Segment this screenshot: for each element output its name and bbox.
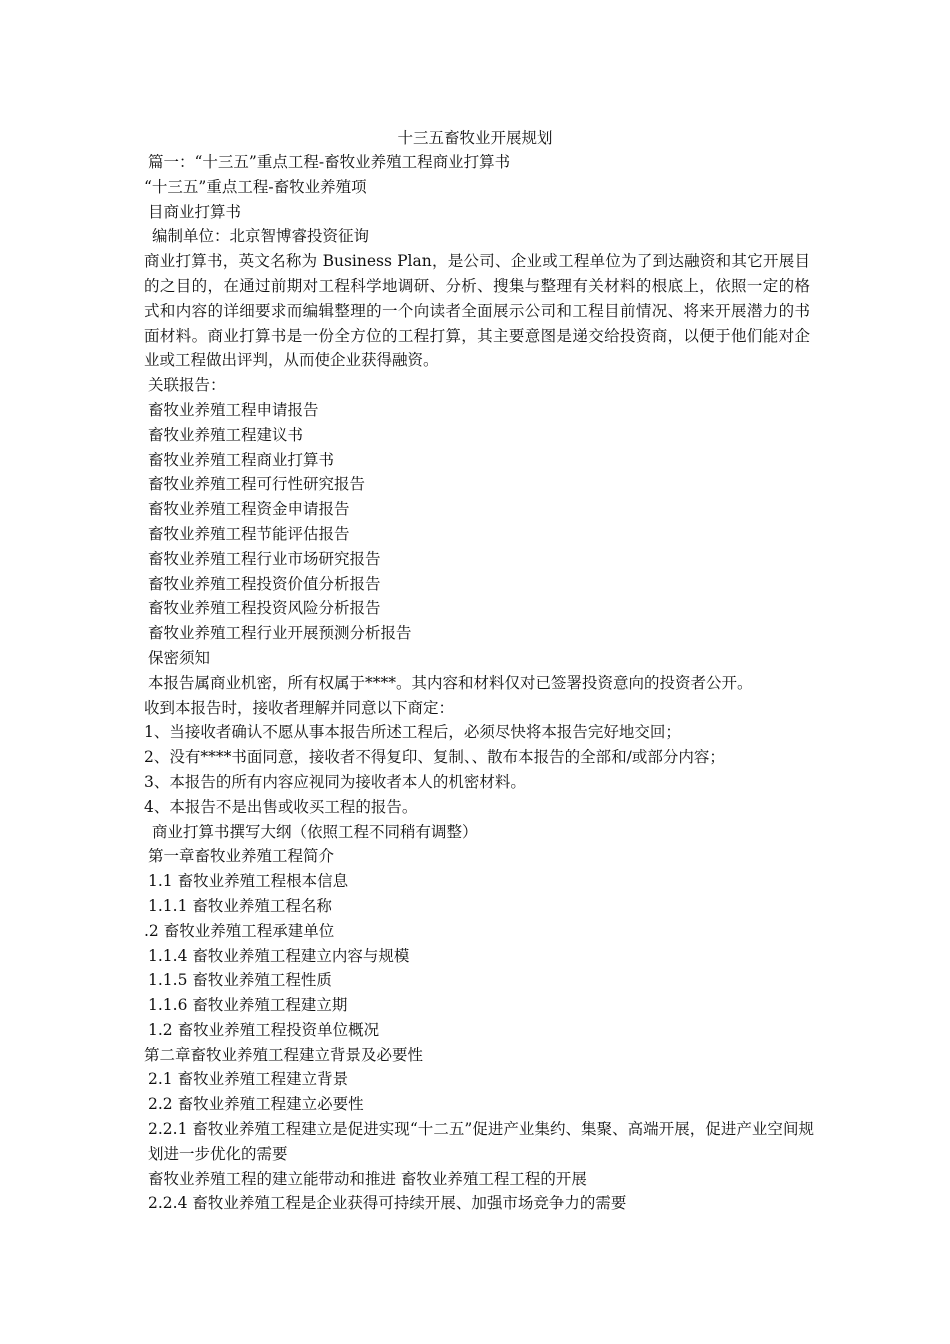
body-line: 编制单位：北京智博睿投资征询 — [152, 227, 370, 246]
body-line: 篇一：“十三五”重点工程-畜牧业养殖工程商业打算书 — [148, 153, 511, 171]
body-line: 畜牧业养殖工程资金申请报告 — [148, 500, 350, 519]
body-line: 3、本报告的所有内容应视同为接收者本人的机密材料。 — [144, 772, 526, 791]
body-line: “十三五”重点工程-畜牧业养殖项 — [144, 177, 367, 196]
body-line: 本报告属商业机密，所有权属于****。其内容和材料仅对已签署投资意向的投资者公开。 — [148, 673, 753, 692]
body-line: 1.1.4 畜牧业养殖工程建立内容与规模 — [148, 946, 410, 965]
body-line: 畜牧业养殖工程申请报告 — [148, 400, 319, 419]
body-line: .2 畜牧业养殖工程承建单位 — [144, 921, 335, 940]
body-line: 保密须知 — [148, 648, 211, 667]
body-line: 畜牧业养殖工程商业打算书 — [148, 450, 335, 469]
body-line: 2.2 畜牧业养殖工程建立必要性 — [148, 1095, 364, 1114]
body-line: 1.1 畜牧业养殖工程根本信息 — [148, 872, 349, 891]
body-line: 畜牧业养殖工程行业市场研究报告 — [148, 549, 381, 568]
body-line: 商业打算书撰写大纲（依照工程不同稍有调整） — [152, 822, 478, 841]
body-line: 2、没有****书面同意，接收者不得复印、复制、、散布本报告的全部和/或部分内容； — [144, 748, 725, 767]
body-line: 畜牧业养殖工程节能评估报告 — [148, 524, 350, 543]
document-title: 十三五畜牧业开展规划 — [397, 129, 553, 147]
body-line: 畜牧业养殖工程投资价值分析报告 — [148, 574, 381, 593]
body-paragraph: 商业打算书，英文名称为 Business Plan，是公司、企业或工程单位为了到达融资和其它开展目的之目的，在通过前期对工程科学地调研、分析、搜集与整理有关材料的根底上，依照一定的格式和内容的详细要求而编辑整理的一个向读者全面展示公司和工程目前情况、将来开展潜力的书面材料。商业打算书是一份全方位的工程打算，其主要意图是递交给投资商，以便于他们能对企业或工程做出评判，从而使企业获得融资。 — [144, 252, 810, 370]
body-line: 畜牧业养殖工程投资风险分析报告 — [148, 599, 381, 618]
body-line: 1.2 畜牧业养殖工程投资单位概况 — [148, 1020, 380, 1039]
body-line: 1.1.1 畜牧业养殖工程名称 — [148, 896, 332, 915]
body-line: 1.1.6 畜牧业养殖工程建立期 — [148, 996, 348, 1015]
body-line: 关联报告： — [148, 376, 226, 395]
body-line: 4、本报告不是出售或收买工程的报告。 — [144, 797, 418, 816]
body-line: 2.2.4 畜牧业养殖工程是企业获得可持续开展、加强市场竞争力的需要 — [148, 1194, 627, 1213]
body-line: 2.1 畜牧业养殖工程建立背景 — [148, 1070, 349, 1089]
body-line: 畜牧业养殖工程建议书 — [148, 425, 304, 444]
body-line: 目商业打算书 — [148, 202, 242, 221]
body-line: 1、当接收者确认不愿从事本报告所述工程后，必须尽快将本报告完好地交回； — [144, 723, 681, 742]
body-line: 畜牧业养殖工程行业开展预测分析报告 — [148, 624, 412, 643]
body-paragraph: 2.2.1 畜牧业养殖工程建立是促进实现“十二五”促进产业集约、集聚、高端开展，促进产业空间规划进一步优化的需要 — [148, 1120, 814, 1163]
body-line: 畜牧业养殖工程的建立能带动和推进 畜牧业养殖工程工程的开展 — [148, 1169, 587, 1188]
body-line: 收到本报告时，接收者理解并同意以下商定： — [144, 698, 455, 717]
body-line: 第一章畜牧业养殖工程简介 — [148, 847, 335, 866]
body-line: 1.1.5 畜牧业养殖工程性质 — [148, 971, 332, 990]
body-line: 第二章畜牧业养殖工程建立背景及必要性 — [144, 1045, 424, 1064]
document-body — [144, 150, 814, 1216]
body-line: 畜牧业养殖工程可行性研究报告 — [148, 475, 366, 494]
